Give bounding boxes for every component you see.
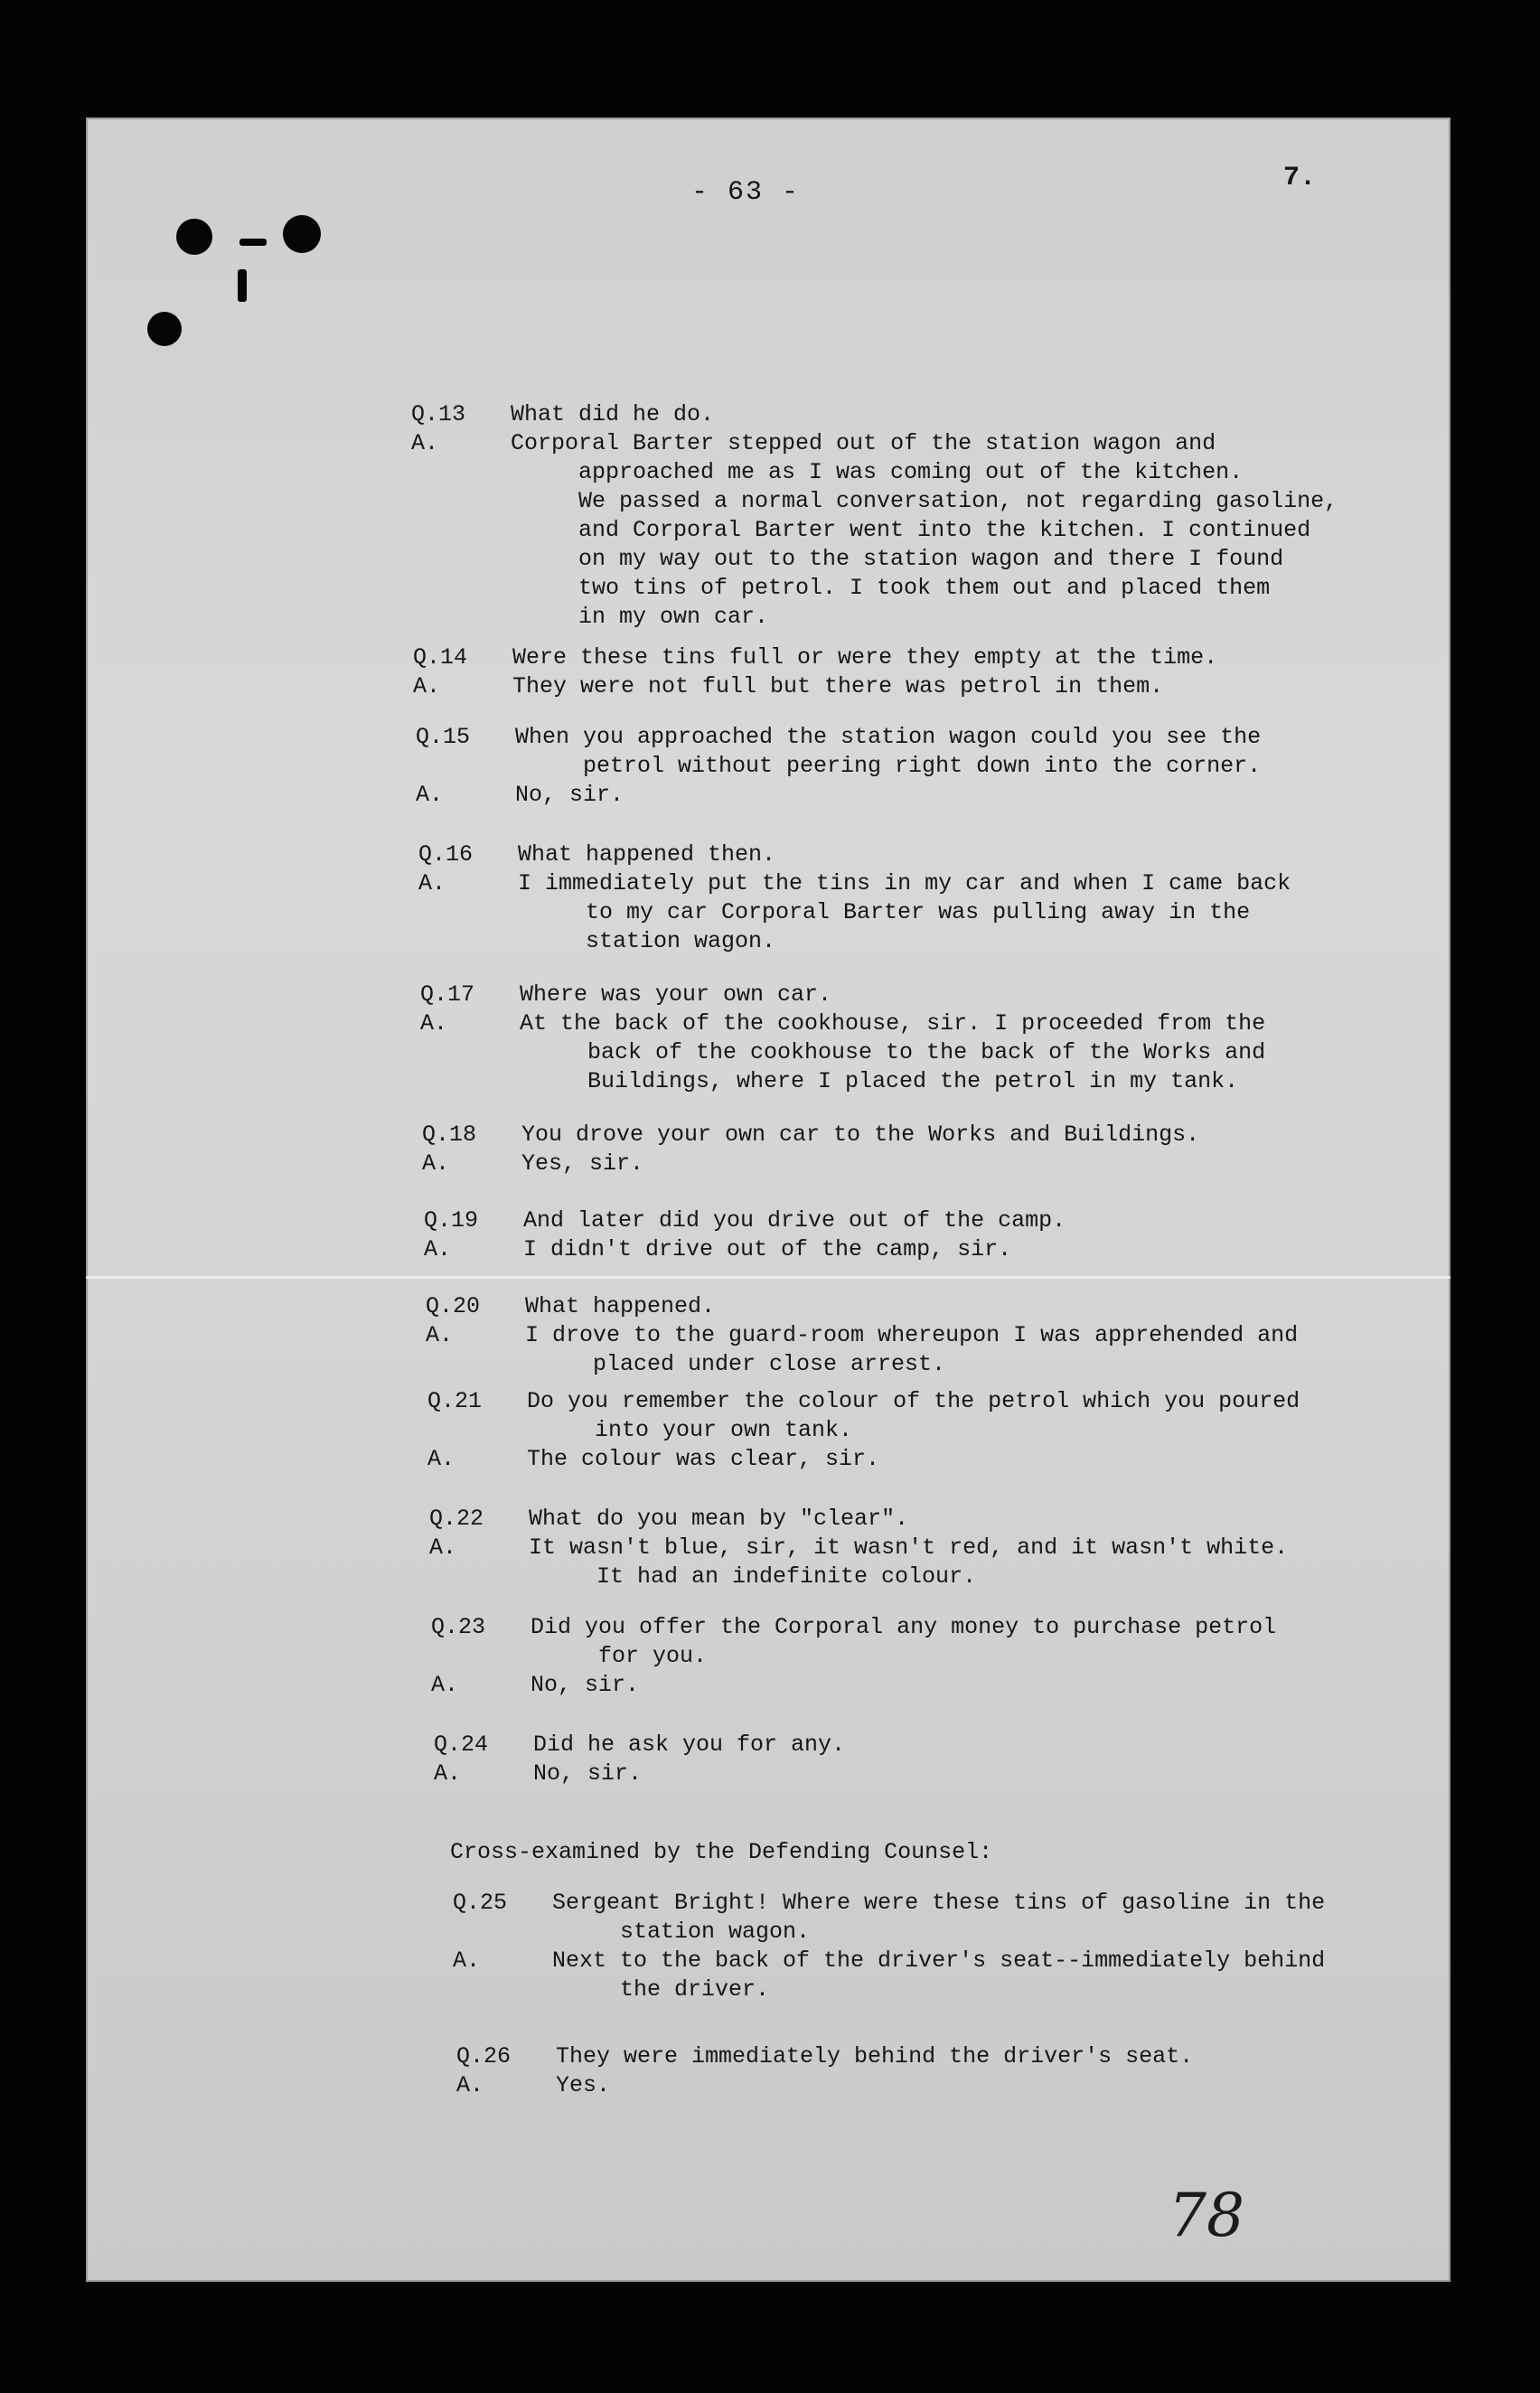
punch-mark-bar — [238, 269, 247, 302]
punch-mark-dash — [239, 239, 267, 246]
qa-block-13: Q.13 What did he do. A. Corporal Barter stepped out of the station wagon and approached me as I was coming out of the kitchen. We passed a normal conversation, not regarding gasoline, and Corporal Barter went into the kitchen. I continued on my way out to the station wagon and there I found two tins of petrol. I took them out and placed them in my own car. — [411, 401, 1338, 630]
qa-block-22: Q.22 What do you mean by "clear". A. It wasn't blue, sir, it wasn't red, and it wasn't white. It had an indefinite colour. — [429, 1506, 1289, 1590]
document-page — [86, 117, 1451, 2282]
page-number: 7. — [1283, 163, 1317, 193]
qa-block-20: Q.20 What happened. A. I drove to the guard-room whereupon I was apprehended and placed under close arrest. — [426, 1293, 1299, 1377]
cross-examination-heading: Cross-examined by the Defending Counsel: — [450, 1839, 993, 1865]
qa-block-17: Q.17 Where was your own car. A. At the back of the cookhouse, sir. I proceeded from the back of the cookhouse to the back of the Works and Buildings, where I placed the petrol in my tank. — [420, 981, 1266, 1094]
page-marker: - 63 - — [691, 177, 801, 208]
qa-block-21: Q.21 Do you remember the colour of the petrol which you poured into your own tank. A. The colour was clear, sir. — [427, 1388, 1301, 1472]
qa-block-24: Q.24 Did he ask you for any. A. No, sir. — [434, 1731, 846, 1787]
punch-hole-mark — [283, 215, 321, 253]
punch-hole-mark — [176, 219, 212, 255]
handwritten-page-number: 78 — [1169, 2181, 1244, 2250]
qa-block-23: Q.23 Did you offer the Corporal any money to purchase petrol for you. A. No, sir. — [431, 1614, 1277, 1698]
fold-line — [86, 1276, 1451, 1279]
qa-block-18: Q.18 You drove your own car to the Works and Buildings. A. Yes, sir. — [422, 1121, 1200, 1177]
qa-block-16: Q.16 What happened then. A. I immediately put the tins in my car and when I came back to my car Corporal Barter was pulling away in the station wagon. — [418, 841, 1291, 954]
qa-block-26: Q.26 They were immediately behind the driver's seat. A. Yes. — [456, 2043, 1194, 2098]
qa-block-14: Q.14 Were these tins full or were they empty at the time. A. They were not full but there was petrol in them. — [413, 644, 1218, 699]
qa-block-15: Q.15 When you approached the station wagon could you see the petrol without peering right down into the corner. A. No, sir. — [416, 724, 1262, 808]
punch-hole-mark — [147, 312, 182, 346]
qa-block-25: Q.25 Sergeant Bright! Where were these tins of gasoline in the station wagon. A. Next to the back of the driver's seat--immediately behind the driver. — [453, 1890, 1326, 2003]
qa-block-19: Q.19 And later did you drive out of the camp. A. I didn't drive out of the camp, sir. — [424, 1207, 1066, 1262]
